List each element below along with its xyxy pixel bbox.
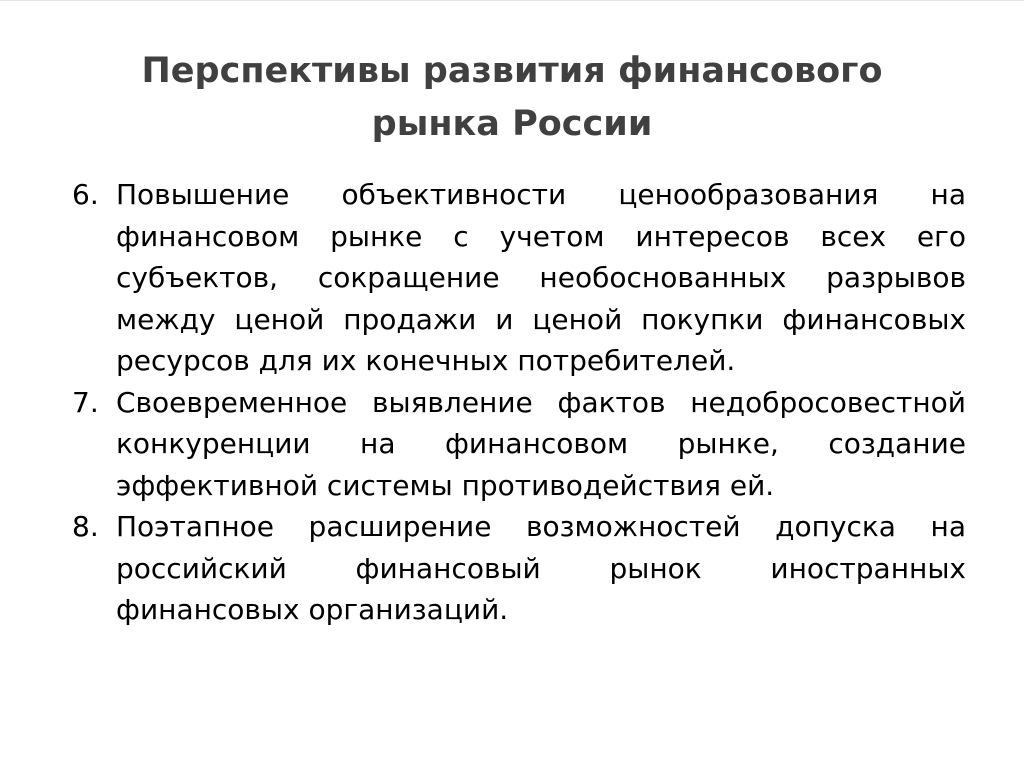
list-item-number: 7. <box>72 385 99 419</box>
list-item-6 <box>72 174 966 382</box>
title-line-2: рынка России <box>371 104 653 144</box>
list-item-text: Поэтапное расширение возможностей допуска на российский финансовый рынок иностранных финансовых организаций. <box>116 510 966 626</box>
list-item-number: 6. <box>72 178 99 211</box>
list-item-number: 8. <box>72 510 99 543</box>
title-line-1: Перспективы развития финансового <box>141 51 883 91</box>
numbered-list <box>72 174 966 631</box>
slide-title <box>60 45 964 151</box>
list-item-7 <box>72 382 966 507</box>
list-item-8 <box>72 506 966 631</box>
list-item-text: Своевременное выявление фактов недобросовестной конкуренции на финансовом рынке, создание эффективной системы противодействия ей. <box>116 385 966 502</box>
list-item-text: Повышение объективности ценообразования на финансовом рынке с учетом интересов всех его субъектов, сокращение необоснованных разрывов между ценой продажи и ценой покупки финансовых ресурсов для их конечных потребителей. <box>116 178 966 377</box>
